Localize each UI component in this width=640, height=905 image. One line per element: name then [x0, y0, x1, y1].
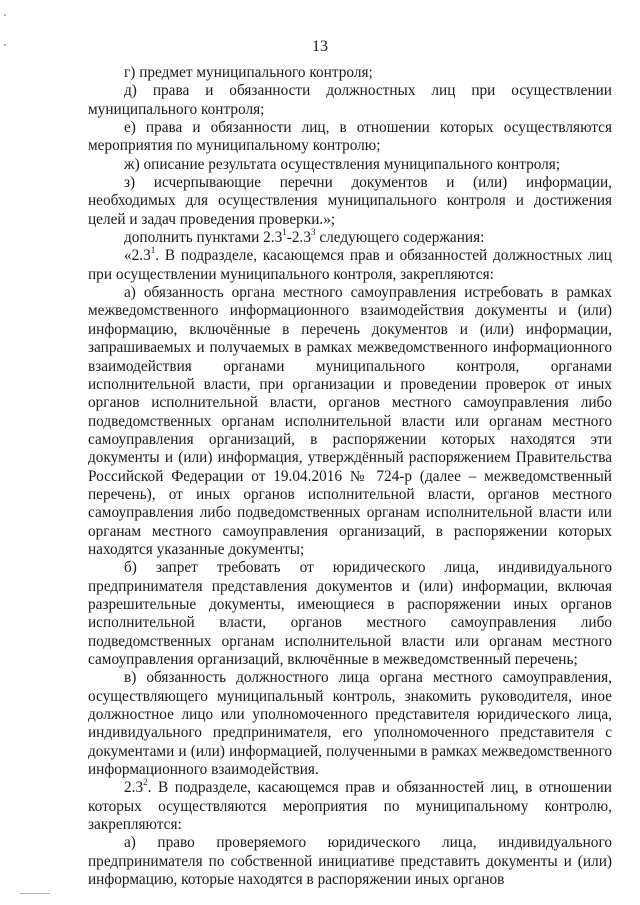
paragraph-text: а) обязанность органа местного самоуправления истребовать в рамках межведомственного информационного взаимодействия документы и (или) информацию, включённые в перечень документов и (или) информации, запрашиваемых и получаемых в рамках межведомственного информационного взаимодействия органами муниципального контроля, органами исполнительной власти, при организации и проведении проверок от иных органов исполнительной власти, органов местного самоуправления либо подведомственных органам исполнительной власти или органам местного самоуправления организаций, в распоряжении которых находятся эти документы и (или) информация, утверждённый распоряжением Правительства Российской Федерации от 19.04.2016 № 724-р (далее – межведомственный перечень), от иных органов исполнительной власти, органов местного самоуправления либо подведомственных органам исполнительной власти или органам местного самоуправления организаций, в распоряжении которых находятся указанные документы; — [88, 284, 612, 558]
page-number: 13 — [312, 38, 328, 55]
paragraph — [88, 64, 612, 82]
paragraph — [88, 247, 612, 284]
paragraph-text: з) исчерпывающие перечни документов и (или) информации, необходимых для осуществления муниципального контроля и достижения целей и задач проведения проверки.»; — [88, 174, 612, 228]
paragraph-text: следующего содержания: — [315, 229, 485, 247]
paragraph-text: е) права и обязанности лиц, в отношении которых осуществляются мероприятия по муниципальному контролю; — [88, 119, 612, 155]
superscript: 3 — [311, 227, 316, 237]
paragraph-text: . В подразделе, касающемся прав и обязанностей должностных лиц при осуществлении муниципального контроля, закрепляются: — [88, 247, 612, 283]
scan-mark — [4, 44, 6, 46]
paragraph-text: . В подразделе, касающемся прав и обязанностей лиц, в отношении которых осуществляются мероприятия по муниципальному контролю, закрепляются: — [88, 779, 612, 834]
document-body — [88, 64, 612, 889]
paragraph-text: ж) описание результата осуществления муниципального контроля; — [124, 155, 561, 173]
scan-mark — [20, 893, 50, 894]
paragraph-text: «2.3 — [124, 247, 151, 265]
paragraph-text: б) запрет требовать от юридического лица, индивидуального предпринимателя представления документов и (или) информации, включая разрешительные документы, имеющиеся в распоряжении иных органов исполнительной власти, органов местного самоуправления либо подведомственных органам исполнительной власти или органам местного самоуправления организаций, включённые в межведомственный перечень; — [88, 559, 612, 668]
paragraph-text: в) обязанность должностного лица органа местного самоуправления, осуществляющего муниципальный контроль, знакомить руководителя, иное должностное лицо или уполномоченного представителя юридического лица, индивидуального предпринимателя, его уполномоченного представителя с документами и (или) информацией, полученными в рамках межведомственного информационного взаимодействия. — [88, 669, 612, 779]
paragraph — [88, 669, 612, 779]
paragraph-text: а) право проверяемого юридического лица, индивидуального предпринимателя по собственной инициативе представить документы и (или) информацию, которые находятся в распоряжении иных органов — [88, 834, 612, 889]
paragraph-text: г) предмет муниципального контроля; — [124, 64, 373, 81]
paragraph — [88, 174, 612, 229]
paragraph-text: -2.3 — [286, 229, 311, 247]
superscript: 1 — [282, 227, 287, 237]
paragraph — [88, 834, 612, 889]
paragraph — [88, 559, 612, 669]
paragraph — [88, 156, 612, 174]
paragraph-text: дополнить пунктами 2.3 — [124, 229, 283, 247]
paragraph — [88, 284, 612, 559]
paragraph — [88, 779, 612, 834]
paragraph-text: 2.3 — [124, 779, 144, 797]
scan-mark — [4, 14, 6, 16]
paragraph — [88, 82, 612, 119]
paragraph — [88, 119, 612, 156]
paragraph-text: д) права и обязанности должностных лиц при осуществлении муниципального контроля; — [88, 82, 612, 118]
paragraph — [88, 229, 612, 247]
superscript: 1 — [150, 245, 156, 256]
superscript: 2 — [143, 777, 148, 788]
